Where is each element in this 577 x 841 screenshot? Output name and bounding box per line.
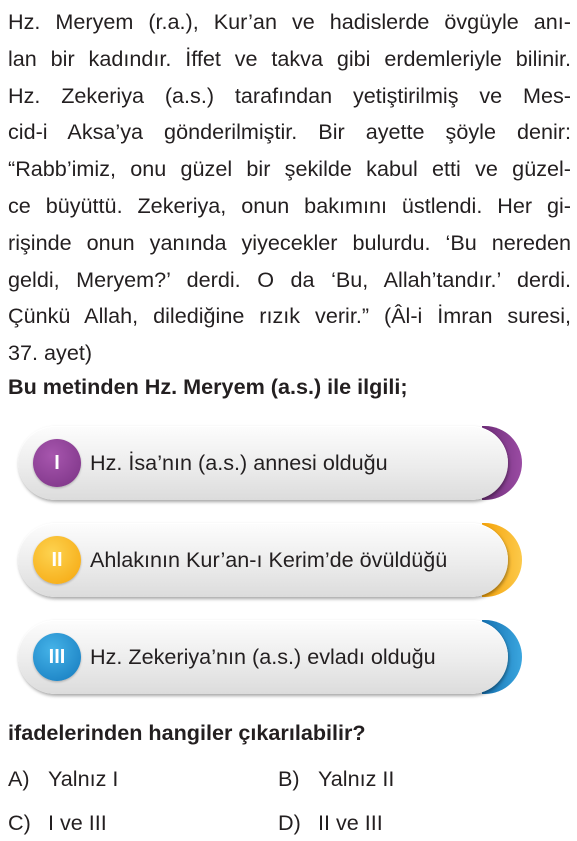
statement-text: Ahlakının Kur’an-ı Kerim’de övüldüğü bbox=[90, 547, 448, 572]
statement-2 bbox=[18, 523, 522, 597]
passage-line: ce büyüttü. Zekeriya, onun bakımını üstlendi. Her gi- bbox=[8, 192, 571, 218]
question-prompt: ifadelerinden hangiler çıkarılabilir? bbox=[8, 720, 366, 745]
passage-line: Hz. Zekeriya (a.s.) tarafından yetiştirilmiş ve Mes- bbox=[8, 82, 571, 108]
passage-line: Hz. Meryem (r.a.), Kur’an ve hadislerde övgüyle anı- bbox=[8, 9, 571, 34]
passage-line: Çünkü Allah, dilediğine rızık verir.” (Âl-i İmran suresi, bbox=[8, 303, 571, 329]
passage-line: 37. ayet) bbox=[8, 340, 93, 366]
option-text: II ve III bbox=[318, 810, 383, 835]
option-a[interactable] bbox=[8, 766, 118, 792]
option-text: I ve III bbox=[48, 810, 107, 835]
statement-text: Hz. Zekeriya’nın (a.s.) evladı olduğu bbox=[90, 644, 436, 669]
option-letter: B) bbox=[278, 766, 300, 791]
passage-line: rişinde onun yanında yiyecekler bulurdu. ‘Bu nereden bbox=[8, 229, 571, 255]
option-letter: C) bbox=[8, 810, 31, 835]
statement-3 bbox=[18, 620, 522, 694]
passage-line: lan bir kadındır. İffet ve takva gibi erdemleriyle bilinir. bbox=[8, 45, 571, 71]
option-text: Yalnız II bbox=[318, 766, 395, 791]
option-letter: D) bbox=[278, 810, 301, 835]
roman-numeral-badge: II bbox=[33, 536, 81, 584]
roman-numeral-badge: III bbox=[33, 633, 81, 681]
passage-line: “Rabb’imiz, onu güzel bir şekilde kabul etti ve güzel- bbox=[8, 156, 571, 182]
passage-line: geldi, Meryem?’ derdi. O da ‘Bu, Allah’tandır.’ derdi. bbox=[8, 266, 571, 292]
option-d[interactable] bbox=[278, 810, 383, 836]
statement-text: Hz. İsa’nın (a.s.) annesi olduğu bbox=[90, 450, 388, 475]
passage-line: cid-i Aksa’ya gönderilmiştir. Bir ayette şöyle denir: bbox=[8, 119, 571, 145]
option-letter: A) bbox=[8, 766, 30, 791]
passage-text bbox=[8, 4, 571, 372]
roman-numeral-badge: I bbox=[33, 439, 81, 487]
question-stem: Bu metinden Hz. Meryem (a.s.) ile ilgili; bbox=[8, 374, 408, 399]
option-c[interactable] bbox=[8, 810, 107, 836]
option-text: Yalnız I bbox=[48, 766, 119, 791]
statement-1 bbox=[18, 426, 522, 500]
option-b[interactable] bbox=[278, 766, 394, 792]
